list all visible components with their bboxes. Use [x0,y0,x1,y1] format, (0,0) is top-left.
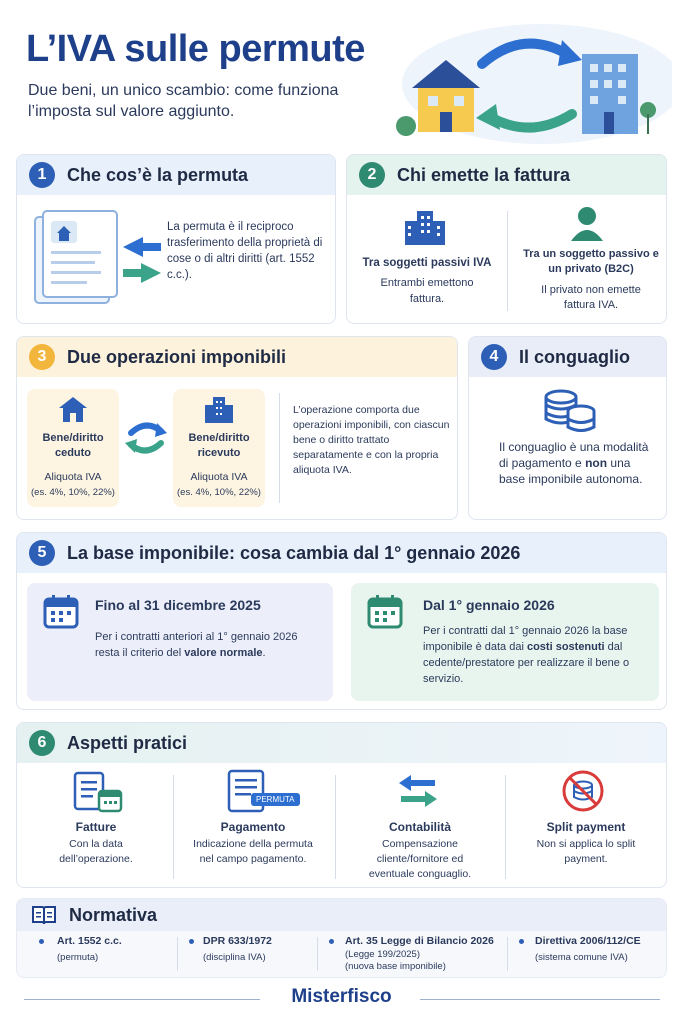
column-divider [335,775,336,879]
norm-sub: (permuta) [57,952,99,963]
ceded-rate: Aliquota IVA [44,471,102,483]
section-title: Aspetti pratici [67,732,188,753]
practical-item-text: Non si applica lo split payment. [536,838,636,865]
b2c-text: Il privato non emette fattura IVA. [541,284,641,311]
ceded-examples: (es. 4%, 10%, 22%) [31,487,115,498]
practical-item-title: Contabilità [389,820,451,834]
book-icon [31,905,57,925]
text-emphasis: valore normale [184,647,263,659]
until-2025-title: Fino al 31 dicembre 2025 [95,597,261,613]
from-2026-title: Dal 1° gennaio 2026 [423,597,555,613]
b2b-text: Entrambi emettono fattura. [380,277,474,305]
section-header [17,155,335,195]
footer-brand: Misterfisco [291,986,392,1007]
column-divider [505,775,506,879]
section-normativa [16,898,667,978]
b2c-title: Tra un soggetto passivo e un privato (B2C) [523,248,659,275]
payment-document-icon [227,769,297,813]
text-part: una base imponibile autonoma. [499,456,643,486]
building-icon [203,395,235,423]
permuta-badge: PERMUTA [251,793,300,806]
norm-sub: (disciplina IVA) [203,952,266,963]
practical-item-title: Fatture [75,820,117,834]
practical-item-text: Compensazione cliente/fornitore ed eventuale conguaglio. [368,838,472,880]
coins-icon [543,389,597,433]
calendar-icon [367,593,403,629]
norm-title: Art. 35 Legge di Bilancio 2026 [345,935,494,947]
section-number: 2 [359,162,385,188]
text-part: Il conguaglio è una modalità di pagamento e [499,440,649,470]
text-part: . [262,647,266,659]
norm-sub: (sistema comune IVA) [535,952,628,963]
section-two-taxable-operations [16,336,458,520]
column-divider [279,393,280,503]
column-divider [177,937,178,971]
section-number: 6 [29,730,55,756]
bullet [39,939,44,944]
column-divider [507,211,508,311]
practical-item-text: Indicazione della permuta nel campo pagamento. [193,838,313,865]
section-title: La base imponibile: cosa cambia dal 1° gennaio 2026 [67,542,521,563]
section-taxable-base [16,532,667,710]
invoice-calendar-icon [73,771,125,813]
section-title: Due operazioni imponibili [67,346,287,367]
bullet [189,939,194,944]
house-icon [57,395,89,423]
page-subtitle: Due beni, un unico scambio: come funziona l’imposta sul valore aggiunto. [28,82,339,120]
section-header [17,337,457,377]
bullet [329,939,334,944]
section-number: 5 [29,540,55,566]
normativa-title: Normativa [69,905,158,925]
norm-title: Art. 1552 c.c. [57,935,122,947]
column-divider [173,775,174,879]
bullet [519,939,524,944]
swap-arrows-icon [397,773,439,809]
section-header [469,337,666,377]
practical-item-title: Split payment [546,820,626,834]
section-text [499,439,649,487]
section-who-issues-invoice [346,154,667,324]
text-part: Per i contratti dal 1° gennaio 2026 la base imponibile è data dai [423,625,628,653]
text-emphasis: costi sostenuti [526,641,605,653]
footer-divider-right [420,999,660,1000]
text-part: Per i contratti anteriori al 1° gennaio 2026 resta il criterio del [95,631,298,659]
building-icon [582,54,638,134]
section-title: Il conguaglio [519,346,630,367]
section-practical-aspects [16,722,667,888]
section-conguaglio [468,336,667,520]
column-divider [317,937,318,971]
section-header [347,155,666,195]
from-2026-text [423,623,651,687]
section-header [17,533,666,573]
building-icon [401,207,447,247]
document-exchange-icon [27,207,167,307]
section-number: 3 [29,344,55,370]
section-header [17,723,666,763]
practical-item-title: Pagamento [220,820,286,834]
exchange-illustration [372,14,672,144]
no-split-payment-icon [561,769,605,813]
b2b-title: Tra soggetti passivi IVA [362,257,492,269]
section-what-is-permuta [16,154,336,324]
page-title: L’IVA sulle permute [26,28,365,70]
norm-title: Direttiva 2006/112/CE [535,935,641,947]
exchange-arrows-icon [123,415,169,461]
section-title: Chi emette la fattura [397,164,571,185]
practical-item-text: Con la data dell’operazione. [59,838,133,865]
received-examples: (es. 4%, 10%, 22%) [177,487,261,498]
section-text: L’operazione comporta due operazioni imponibili, con ciascun bene o diritto trattato separatamente e con la propria aliquota IVA. [293,404,450,476]
until-2025-text [95,629,321,661]
calendar-icon [43,593,79,629]
text-part: dal cedente/prestatore per realizzare il bene o servizio. [423,641,630,685]
person-icon [569,205,605,243]
received-rate: Aliquota IVA [190,471,248,483]
section-number: 4 [481,344,507,370]
norm-sub: (nuova base imponibile) [345,961,446,972]
section-number: 1 [29,162,55,188]
column-divider [507,937,508,971]
received-title: Bene/diritto ricevuto [188,432,250,459]
section-text: La permuta è il reciproco trasferimento della proprietà di cose o di altri diritti (art. 1552 c.c.). [167,221,323,281]
header [0,0,683,150]
norm-title: DPR 633/1972 [203,935,272,947]
norm-sub: (Legge 199/2025) [345,949,421,960]
text-emphasis: non [585,456,608,470]
section-title: Che cos’è la permuta [67,164,249,185]
ceded-title: Bene/diritto ceduto [42,432,104,459]
